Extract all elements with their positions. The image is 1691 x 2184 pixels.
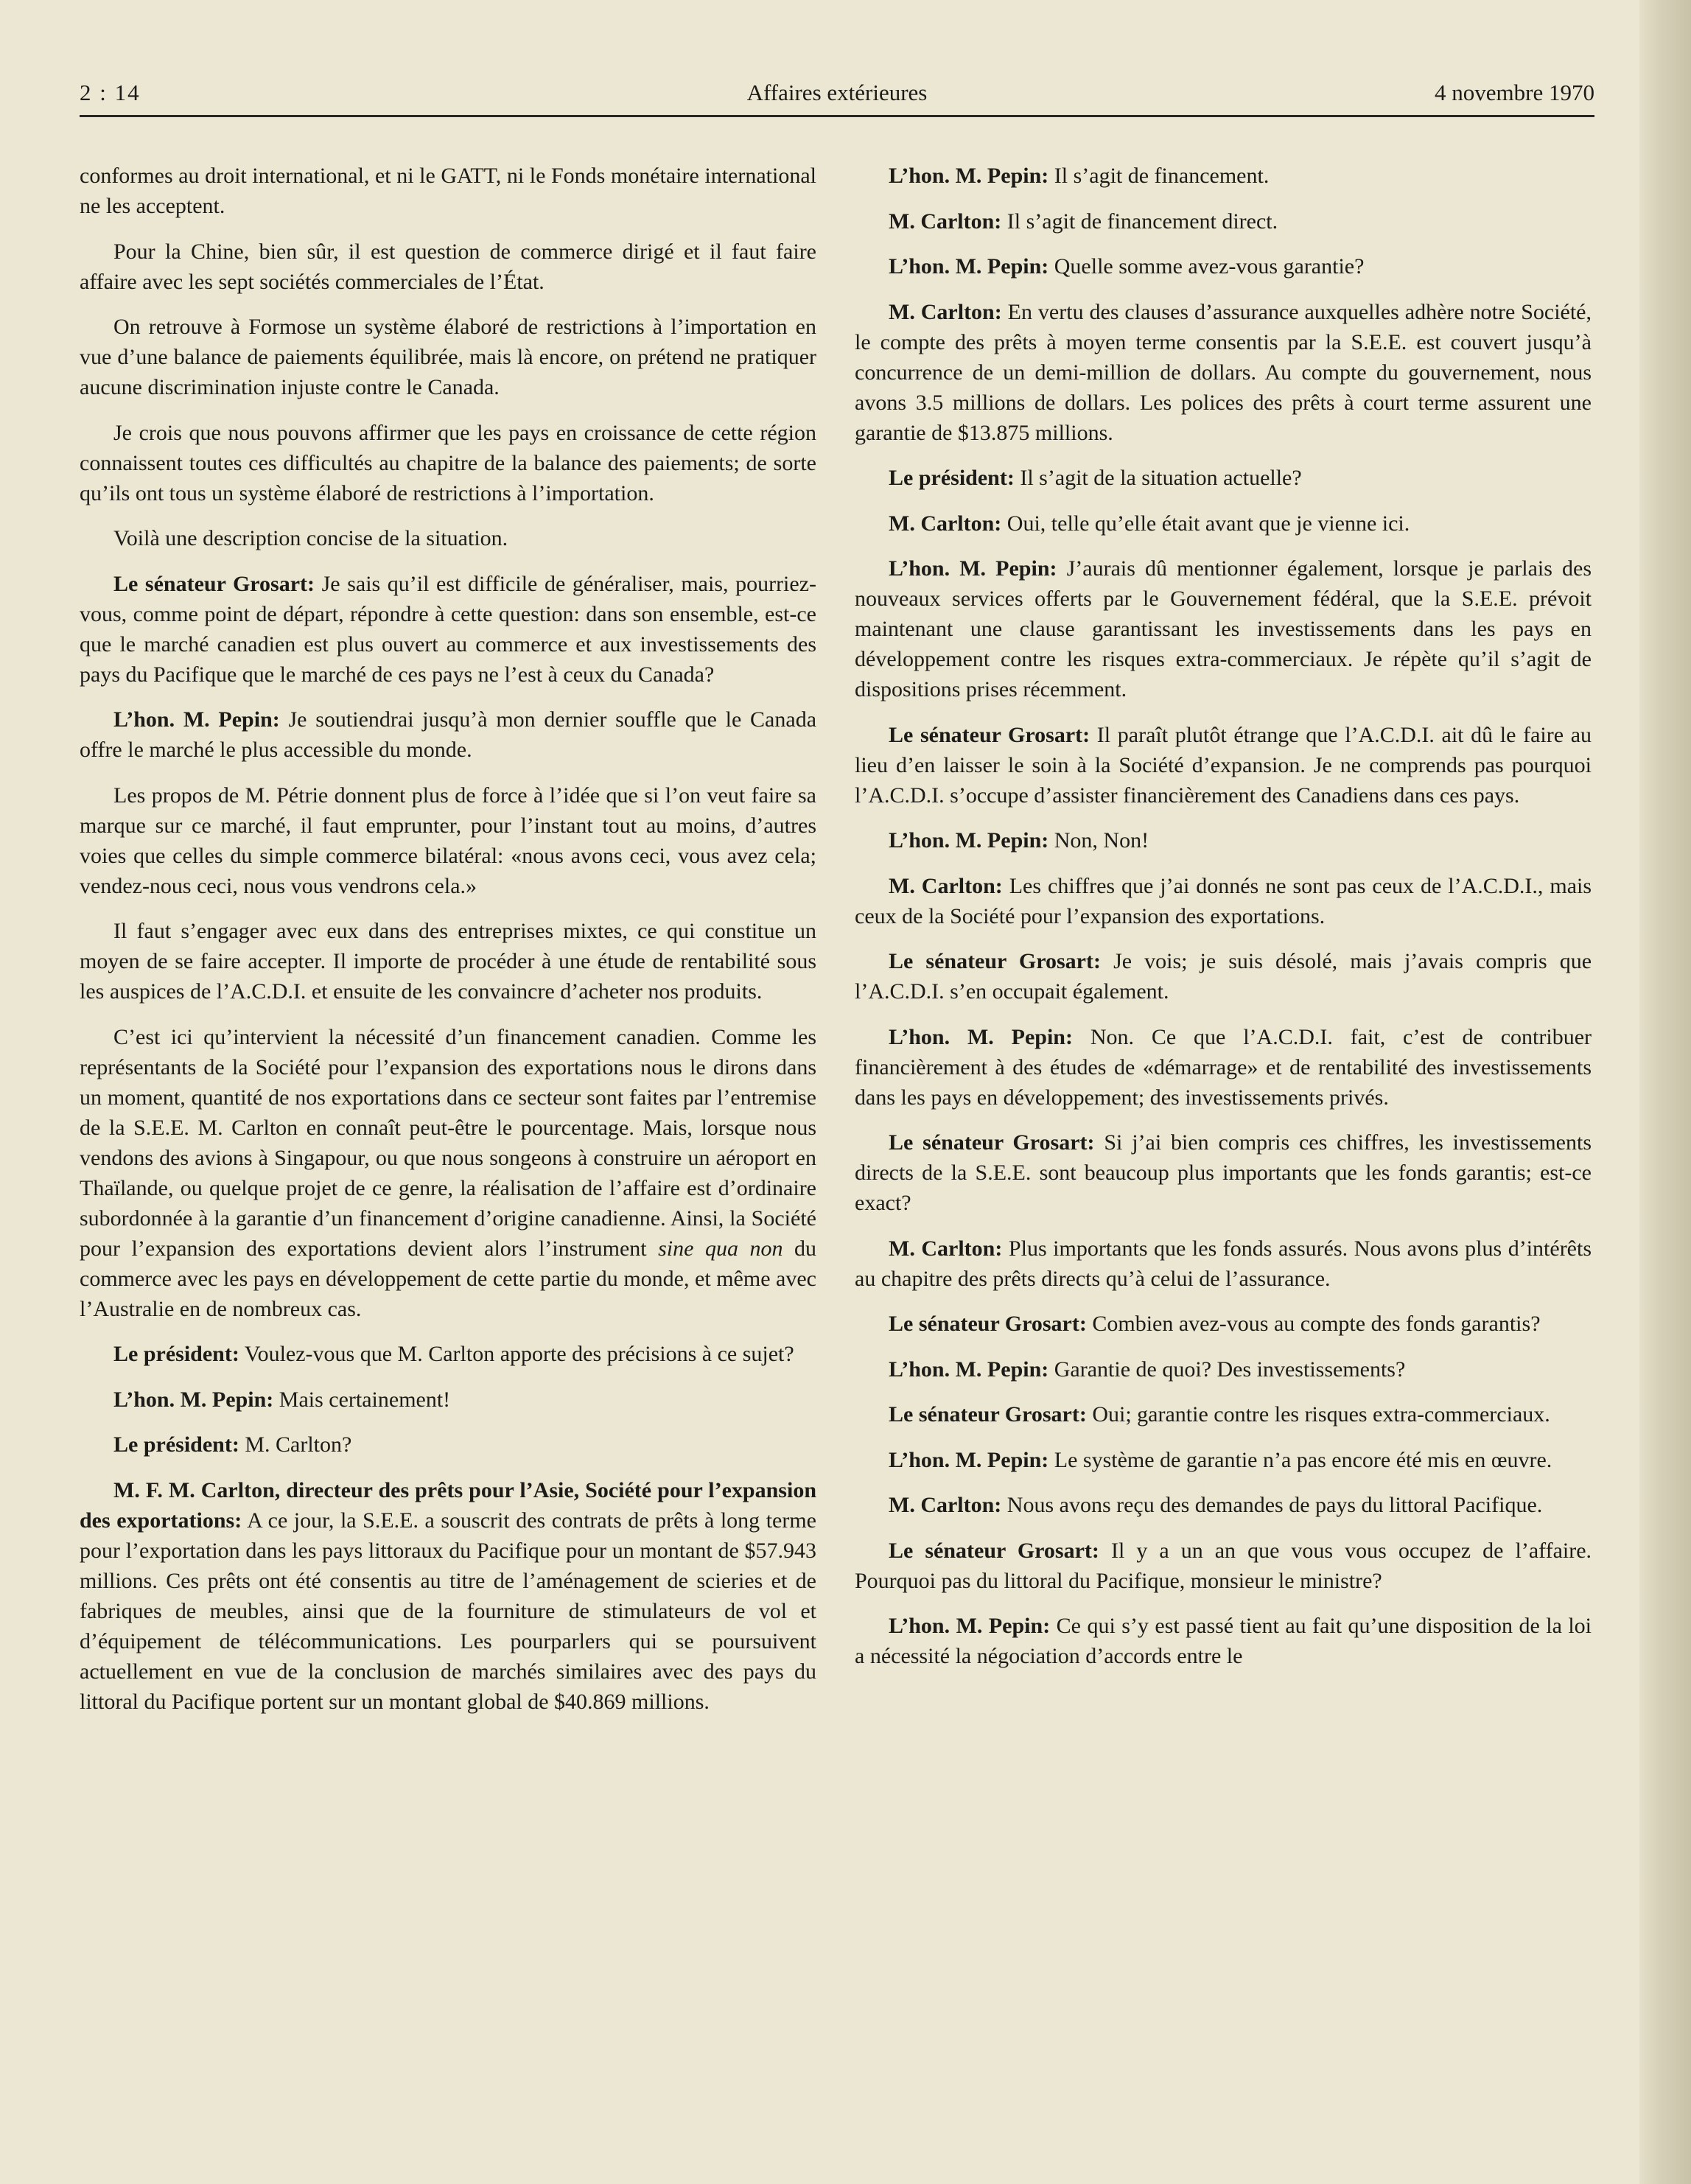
speaker-name: L’hon. M. Pepin: [889, 164, 1049, 188]
paragraph [80, 1475, 816, 1717]
paragraph [80, 1429, 816, 1460]
speaker-name: Le président: [113, 1432, 239, 1457]
paragraph-text: J’aurais dû mentionner également, lorsque je parlais des nouveaux services offerts par le Gouvernement fédéral, que la S.E.E. prévoit maintenant une clause garantissant les investissements dans les pays en développement contre les risques extra-commerciaux. Je répète qu’il s’agit de dispositions prises récemment. [855, 556, 1592, 701]
paragraph-text: Les propos de M. Pétrie donnent plus de force à l’idée que si l’on veut faire sa marque sur ce marché, il faut emprunter, pour l’instant tout au moins, d’autres voies que celles du simple commerce bilatéral: «nous avons ceci, vous avez cela; vendez-nous ceci, nous vous vendrons cela.» [80, 783, 816, 898]
paragraph-text: Il s’agit de financement direct. [1006, 209, 1278, 234]
paragraph-text: du commerce avec les pays en développement de cette partie du monde, et même avec l’Australie en de nombreux cas. [80, 1236, 816, 1321]
paragraph [80, 1385, 816, 1415]
paragraph-text: Oui; garantie contre les risques extra-commerciaux. [1092, 1402, 1550, 1427]
speaker-name: Le sénateur Grosart: [889, 1312, 1087, 1336]
paragraph [855, 1354, 1592, 1385]
paragraph-text: Il paraît plutôt étrange que l’A.C.D.I. ait dû le faire au lieu d’en laisser le soin à la Société d’expansion. Je ne comprends pas pourquoi l’A.C.D.I. s’occupe d’assister financièrement des Canadiens dans ces pays. [855, 722, 1592, 808]
running-header [80, 80, 1594, 116]
paragraph [855, 206, 1592, 237]
paragraph [855, 1309, 1592, 1339]
header-rule [80, 115, 1594, 117]
paragraph [855, 1536, 1592, 1596]
paragraph-text: Voulez-vous que M. Carlton apporte des précisions à ce sujet? [244, 1342, 794, 1366]
speaker-name: Le sénateur Grosart: [889, 722, 1090, 747]
paragraph-text: conformes au droit international, et ni le GATT, ni le Fonds monétaire international ne les acceptent. [80, 164, 816, 218]
italic-term: sine qua non [658, 1236, 783, 1261]
speaker-name: Le président: [889, 466, 1015, 490]
speaker-name: Le sénateur Grosart: [113, 571, 315, 596]
paragraph-text: Je soutiendrai jusqu’à mon dernier souffle que le Canada offre le marché le plus accessible du monde. [80, 707, 817, 762]
speaker-name: M. F. M. Carlton, directeur des prêts pour l’Asie, Société pour l’expansion des exportations: [80, 1477, 816, 1533]
speaker-name: L’hon. M. Pepin: [889, 828, 1049, 853]
paragraph-text: Il faut s’engager avec eux dans des entreprises mixtes, ce qui constitue un moyen de se faire accepter. Il importe de procéder à une étude de rentabilité sous les auspices de l’A.C.D.I. et ensuite de les convaincre d’acheter nos produits. [80, 919, 816, 1004]
paragraph-text: Je vois; je suis désolé, mais j’avais compris que l’A.C.D.I. s’en occupait également. [855, 949, 1592, 1004]
paragraph [855, 463, 1592, 493]
paragraph [80, 704, 816, 765]
paragraph-text: Nous avons reçu des demandes de pays du littoral Pacifique. [1006, 1493, 1543, 1517]
paragraph [80, 1339, 816, 1369]
speaker-name: L’hon. M. Pepin: [889, 556, 1057, 581]
speaker-name: Le sénateur Grosart: [889, 1130, 1095, 1155]
speaker-name: M. Carlton: [889, 1493, 1002, 1517]
paragraph-text: Non, Non! [1054, 828, 1149, 853]
paragraph-text: Je crois que nous pouvons affirmer que les pays en croissance de cette région connaissent toutes ces difficultés au chapitre de la balance des paiements; de sorte qu’ils ont tous un système élaboré de restrictions à l’importation. [80, 420, 816, 505]
paragraph [80, 418, 816, 508]
paragraph-text: M. Carlton? [245, 1432, 352, 1457]
right-column [855, 161, 1592, 1687]
speaker-name: M. Carlton: [889, 209, 1002, 234]
left-column [80, 161, 816, 1732]
paragraph-text: C’est ici qu’intervient la nécessité d’un financement canadien. Comme les représentants de la Société pour l’expansion des exportations nous le dirons dans un moment, quantité de nos exportations dans ce secteur sont faites par l’entremise de la S.E.E. M. Carlton en connaît peut-être le pourcentage. Mais, lorsque nous vendons des avions à Singapour, ou que nous songeons à construire un aéroport en Thaïlande, ou quelque projet de ce genre, la réalisation de l’affaire est d’ordinaire subordonnée à la garantie d’un financement d’origine canadienne. Ainsi, la Société pour l’expansion des exportations devient alors l’instrument [80, 1024, 816, 1261]
paragraph-text: Ce qui s’y est passé tient au fait qu’une disposition de la loi a nécessité la négociation d’accords entre le [855, 1614, 1592, 1668]
paragraph-text: Les chiffres que j’ai donnés ne sont pas ceux de l’A.C.D.I., mais ceux de la Société pour l’expansion des exportations. [855, 873, 1592, 928]
paragraph [855, 720, 1592, 811]
publication-title: Affaires extérieures [746, 80, 928, 105]
paragraph-text: Il s’agit de financement. [1054, 164, 1270, 188]
speaker-name: L’hon. M. Pepin: [889, 1024, 1073, 1049]
paragraph [80, 237, 816, 297]
speaker-name: M. Carlton: [889, 511, 1002, 536]
speaker-name: M. Carlton: [889, 299, 1002, 324]
paragraph-text: A ce jour, la S.E.E. a souscrit des contrats de prêts à long terme pour l’exportation dans les pays littoraux du Pacifique pour un montant de $57.943 millions. Ces prêts ont été consentis au titre de l’aménagement de scieries et de fabriques de meubles, ainsi que de la fourniture de stimulateurs de vol et d’équipement de télécommunications. Les pourparlers qui se poursuivent actuellement en vue de la conclusion de marchés similaires avec des pays du littoral du Pacifique portent sur un montant global de $40.869 millions. [80, 1508, 817, 1714]
paragraph-text: Mais certainement! [279, 1387, 451, 1412]
paragraph [855, 1233, 1592, 1294]
page-number: 2 : 14 [80, 80, 141, 105]
paragraph-text: Si j’ai bien compris ces chiffres, les investissements directs de la S.E.E. sont beaucoup plus importants que les fonds garantis; est-ce exact? [855, 1130, 1592, 1215]
paragraph [855, 1399, 1592, 1429]
paragraph [855, 508, 1592, 539]
speaker-name: Le sénateur Grosart: [889, 949, 1101, 973]
speaker-name: L’hon. M. Pepin: [113, 707, 280, 732]
paragraph-text: Pour la Chine, bien sûr, il est question de commerce dirigé et il faut faire affaire avec les sept sociétés commerciales de l’État. [80, 239, 816, 294]
paragraph-text: Le système de garantie n’a pas encore été mis en œuvre. [1054, 1447, 1552, 1472]
paragraph [80, 1022, 816, 1324]
issue-date: 4 novembre 1970 [1435, 80, 1594, 105]
paragraph [80, 312, 816, 402]
speaker-name: Le sénateur Grosart: [889, 1402, 1087, 1427]
paragraph-text: Non. Ce que l’A.C.D.I. fait, c’est de contribuer financièrement à des études de «démarrage» et de rentabilité des investissements dans les pays en développement; des investissements privés. [855, 1024, 1592, 1110]
paragraph [80, 780, 816, 901]
paragraph-text: Combien avez-vous au compte des fonds garantis? [1092, 1312, 1541, 1336]
paragraph [855, 1490, 1592, 1520]
paragraph-text: Quelle somme avez-vous garantie? [1054, 254, 1365, 279]
paragraph [855, 825, 1592, 855]
paragraph-text: Garantie de quoi? Des investissements? [1054, 1357, 1406, 1382]
paragraph [80, 523, 816, 553]
paragraph-text: Il s’agit de la situation actuelle? [1020, 466, 1302, 490]
paragraph [855, 1445, 1592, 1475]
paragraph [855, 1611, 1592, 1671]
paragraph [855, 946, 1592, 1007]
paragraph [80, 916, 816, 1007]
speaker-name: Le président: [113, 1342, 239, 1366]
paragraph [855, 297, 1592, 448]
page-edge [1639, 0, 1691, 2184]
paragraph [855, 871, 1592, 931]
paragraph-text: En vertu des clauses d’assurance auxquelles adhère notre Société, le compte des prêts à moyen terme consentis par la S.E.E. est couvert jusqu’à concurrence de un demi-million de dollars. Au compte du gouvernement, nous avons 3.5 millions de dollars. Les polices des prêts à court terme assurent une garantie de $13.875 millions. [855, 299, 1592, 445]
paragraph-text: Je sais qu’il est difficile de généraliser, mais, pourriez-vous, comme point de départ, répondre à cette question: dans son ensemble, est-ce que le marché canadien est plus ouvert au commerce et aux investissements des pays du Pacifique que le marché de ces pays ne l’est à ceux du Canada? [80, 571, 817, 687]
speaker-name: M. Carlton: [889, 1236, 1003, 1261]
speaker-name: L’hon. M. Pepin: [889, 1447, 1049, 1472]
speaker-name: L’hon. M. Pepin: [889, 1357, 1049, 1382]
paragraph [855, 161, 1592, 191]
speaker-name: L’hon. M. Pepin: [889, 1614, 1051, 1638]
paragraph [80, 161, 816, 221]
speaker-name: L’hon. M. Pepin: [889, 254, 1049, 279]
paragraph [80, 569, 816, 690]
paragraph-text: On retrouve à Formose un système élaboré de restrictions à l’importation en vue d’une balance de paiements équilibrée, mais là encore, on prétend ne pratiquer aucune discrimination injuste contre le Canada. [80, 315, 816, 399]
speaker-name: L’hon. M. Pepin: [113, 1387, 274, 1412]
paragraph-text: Oui, telle qu’elle était avant que je vienne ici. [1006, 511, 1410, 536]
paragraph [855, 251, 1592, 281]
speaker-name: M. Carlton: [889, 873, 1003, 898]
paragraph-text: Il y a un an que vous vous occupez de l’affaire. Pourquoi pas du littoral du Pacifique, monsieur le ministre? [855, 1538, 1592, 1593]
paragraph [855, 553, 1592, 704]
speaker-name: Le sénateur Grosart: [889, 1538, 1099, 1563]
paragraph [855, 1127, 1592, 1218]
paragraph-text: Voilà une description concise de la situation. [113, 526, 508, 550]
paragraph-text: Plus importants que les fonds assurés. Nous avons plus d’intérêts au chapitre des prêts directs qu’à celui de l’assurance. [855, 1236, 1592, 1291]
paragraph [855, 1022, 1592, 1113]
